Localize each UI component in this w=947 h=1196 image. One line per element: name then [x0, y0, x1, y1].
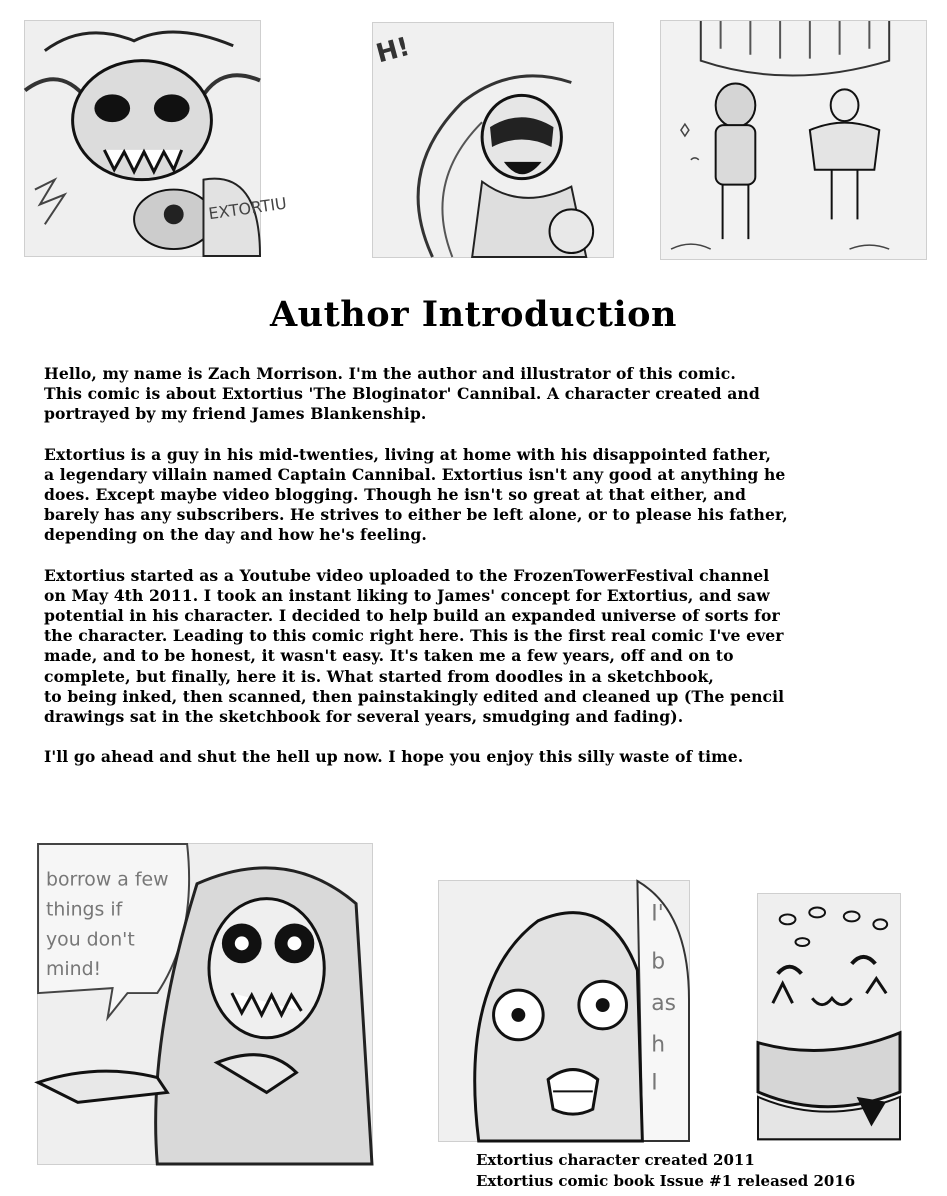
- close-up-drawing: [758, 894, 900, 1140]
- speech-line: borrow a few: [45, 868, 169, 891]
- text-line: on May 4th 2011. I took an instant liking to James' concept for Extortius, and saw: [44, 585, 770, 605]
- masked-hero-drawing: [373, 23, 613, 257]
- masked-face-drawing: [439, 881, 689, 1141]
- skull-villain-drawing: [25, 21, 288, 256]
- text-line: Extortius is a guy in his mid-twenties, living at home with his disappointed father,: [44, 444, 772, 464]
- paragraph-3: [44, 566, 924, 728]
- paragraph-4: [44, 747, 924, 767]
- speech-line: you don't: [45, 928, 135, 951]
- speech-line: b: [651, 949, 666, 975]
- text-line: made, and to be honest, it wasn't easy. It's taken me a few years, off and on to: [44, 646, 734, 666]
- hooded-skull-drawing: [38, 844, 372, 1164]
- text-line: potential in his character. I decided to help build an expanded universe of sorts for: [44, 606, 780, 626]
- credits: [476, 1150, 936, 1192]
- text-line: portrayed by my friend James Blankenship.: [44, 404, 427, 424]
- speech-line: h: [651, 1032, 666, 1058]
- speech-line: mind!: [45, 958, 102, 981]
- paragraph-1: [44, 364, 924, 425]
- comic-panel-masked-hero: [372, 22, 614, 258]
- comic-panel-skull-villain: [24, 20, 288, 257]
- speech-line: as: [651, 991, 677, 1017]
- comic-panel-hooded-skull: [37, 843, 373, 1165]
- text-line: This comic is about Extortius 'The Bloginator' Cannibal. A character created and: [44, 384, 760, 404]
- author-intro-body: [44, 364, 924, 767]
- two-figures-drawing: [661, 21, 926, 259]
- page-title: Author Introduction: [270, 294, 677, 335]
- text-line: drawings sat in the sketchbook for several years, smudging and fading).: [44, 707, 684, 727]
- text-line: complete, but finally, here it is. What started from doodles in a sketchbook,: [44, 666, 714, 686]
- text-line: does. Except maybe video blogging. Though he isn't so great at that either, and: [44, 485, 746, 505]
- text-line: to being inked, then scanned, then painstakingly edited and cleaned up (The pencil: [44, 686, 785, 706]
- shout-text: H!: [373, 31, 413, 70]
- speech-line: I: [651, 1070, 658, 1096]
- credit-line-character: Extortius character created 2011: [476, 1151, 755, 1169]
- text-line: the character. Leading to this comic right here. This is the first real comic I've ever: [44, 626, 784, 646]
- extortius-sign-text: EXTORTIU: [207, 193, 288, 224]
- comic-panel-masked-face: [438, 880, 690, 1142]
- text-line: barely has any subscribers. He strives to either be left alone, or to please his father,: [44, 505, 788, 525]
- text-line: Extortius started as a Youtube video uploaded to the FrozenTowerFestival channel: [44, 565, 770, 585]
- text-line: I'll go ahead and shut the hell up now. I hope you enjoy this silly waste of time.: [44, 747, 744, 767]
- text-line: depending on the day and how he's feeling.: [44, 525, 427, 545]
- credit-line-issue: Extortius comic book Issue #1 released 2016: [476, 1172, 856, 1190]
- text-line: a legendary villain named Captain Cannibal. Extortius isn't any good at anything he: [44, 464, 786, 484]
- text-line: Hello, my name is Zach Morrison. I'm the author and illustrator of this comic.: [44, 364, 736, 383]
- comic-panel-two-figures: [660, 20, 927, 260]
- paragraph-2: [44, 445, 924, 546]
- speech-line: things if: [45, 898, 123, 921]
- comic-panel-close-up: [757, 893, 901, 1141]
- speech-line: I': [651, 901, 664, 927]
